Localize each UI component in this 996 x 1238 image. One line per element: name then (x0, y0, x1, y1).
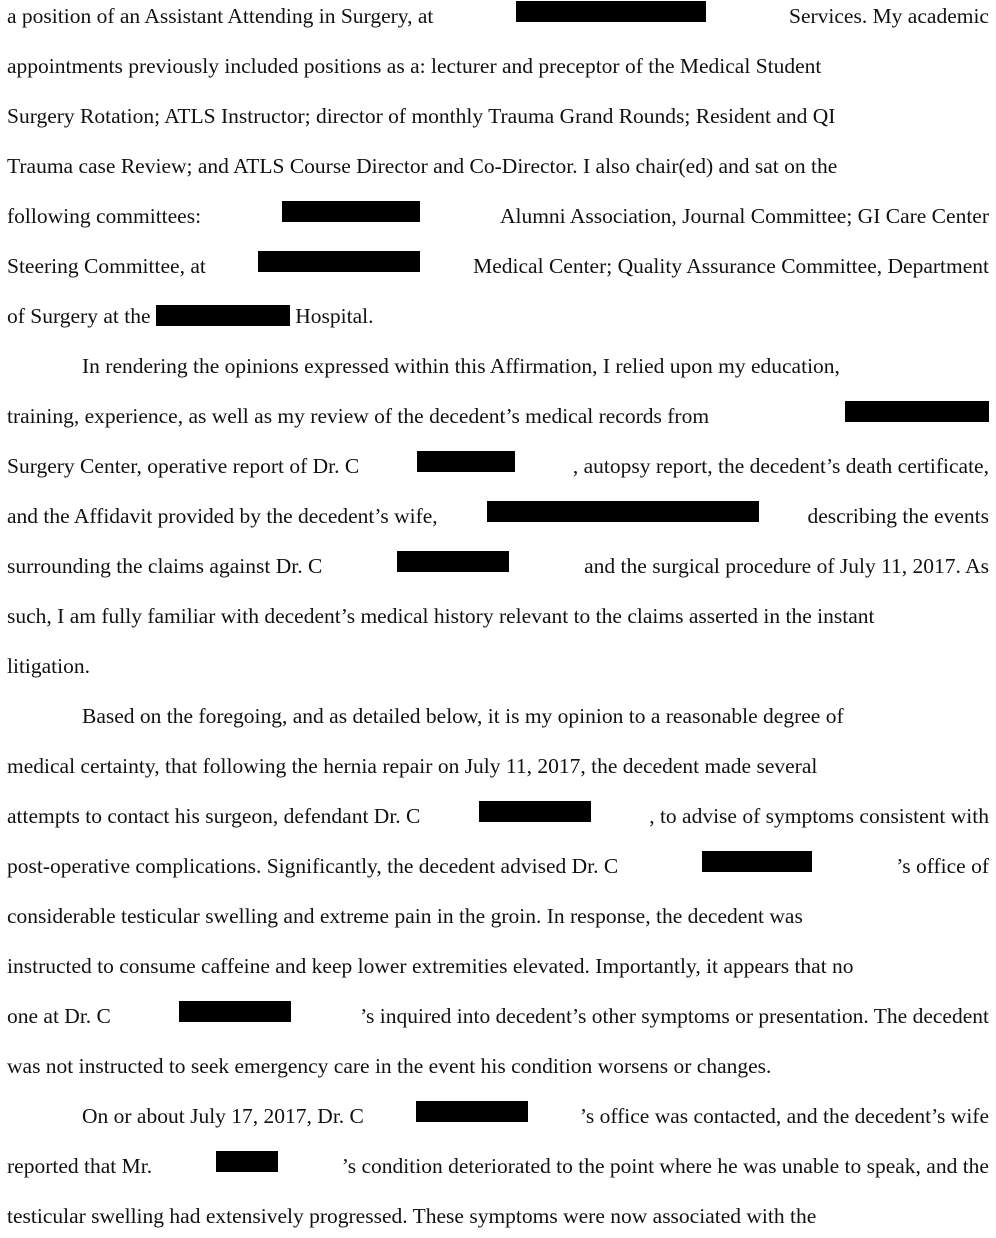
text-line: such, I am fully familiar with decedent’s medical history relevant to the claims asserted in the instant (7, 604, 875, 628)
text-line: Trauma case Review; and ATLS Course Director and Co-Director. I also chair(ed) and sat on the (7, 154, 838, 178)
text-line: following committees: Alumni Association, Journal Committee; GI Care Center (7, 201, 989, 231)
text-line: training, experience, as well as my review of the decedent’s medical records from (7, 401, 989, 431)
text-line: reported that Mr. ’s condition deteriorated to the point where he was unable to speak, and the (7, 1151, 989, 1181)
redaction-bar (702, 851, 812, 872)
text-line: attempts to contact his surgeon, defendant Dr. C , to advise of symptoms consistent with (7, 801, 989, 831)
paragraph-start-line: Based on the foregoing, and as detailed below, it is my opinion to a reasonable degree of (82, 704, 844, 728)
redaction-bar (282, 201, 420, 222)
text-line: and the Affidavit provided by the decedent’s wife, describing the events (7, 501, 989, 531)
text-line: was not instructed to seek emergency care in the event his condition worsens or changes. (7, 1054, 772, 1078)
redaction-bar (397, 551, 509, 572)
redaction-bar (416, 1101, 528, 1122)
redaction-bar (487, 501, 759, 522)
text-line: testicular swelling had extensively progressed. These symptoms were now associated with the (7, 1204, 817, 1228)
redaction-bar (258, 251, 420, 272)
paragraph-start-line: In rendering the opinions expressed within this Affirmation, I relied upon my education, (82, 354, 840, 378)
text-line: considerable testicular swelling and extreme pain in the groin. In response, the decedent was (7, 904, 803, 928)
redaction-bar (479, 801, 591, 822)
redaction-bar (179, 1001, 291, 1022)
text-line: litigation. (7, 654, 91, 678)
text-line: post-operative complications. Significantly, the decedent advised Dr. C ’s office of (7, 851, 989, 881)
redaction-bar (216, 1151, 278, 1172)
paragraph-start-line: On or about July 17, 2017, Dr. C ’s office was contacted, and the decedent’s wife (82, 1101, 989, 1131)
text-line: one at Dr. C ’s inquired into decedent’s other symptoms or presentation. The decedent (7, 1001, 989, 1031)
text-line: Surgery Rotation; ATLS Instructor; director of monthly Trauma Grand Rounds; Resident and QI (7, 104, 836, 128)
text-line: surrounding the claims against Dr. C and the surgical procedure of July 11, 2017. As (7, 551, 989, 581)
text-line: a position of an Assistant Attending in Surgery, at Services. My academic (7, 1, 989, 31)
redaction-bar (417, 451, 515, 472)
redaction-bar (156, 305, 290, 326)
redaction-bar (516, 1, 706, 22)
text-line: medical certainty, that following the hernia repair on July 11, 2017, the decedent made several (7, 754, 818, 778)
redaction-bar (845, 401, 989, 422)
text-line: instructed to consume caffeine and keep lower extremities elevated. Importantly, it appears that no (7, 954, 854, 978)
text-line: Steering Committee, at Medical Center; Quality Assurance Committee, Department (7, 251, 989, 281)
text-line: of Surgery at the Hospital. (7, 304, 374, 328)
text-line: Surgery Center, operative report of Dr. C , autopsy report, the decedent’s death certificate, (7, 451, 989, 481)
text-line: appointments previously included positions as a: lecturer and preceptor of the Medical Student (7, 54, 822, 78)
